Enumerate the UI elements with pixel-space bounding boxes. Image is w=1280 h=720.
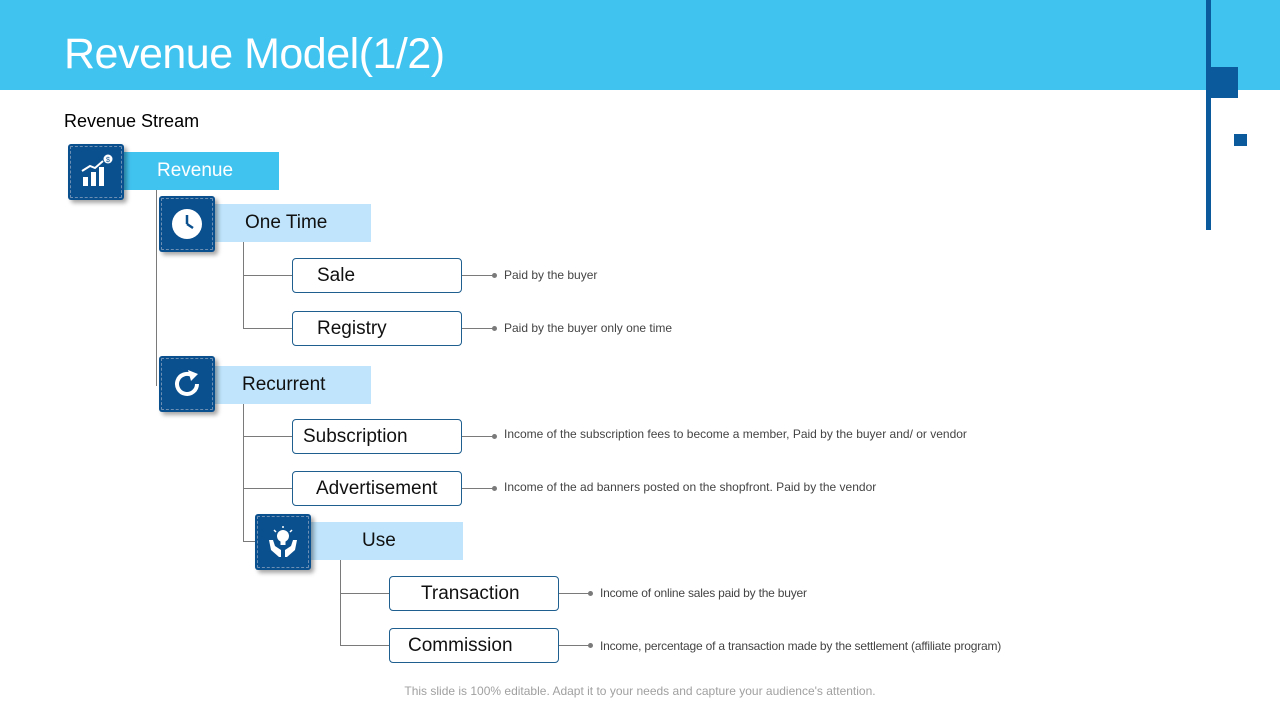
node-revenue [124, 152, 279, 190]
leaf-transaction: Transaction [389, 576, 559, 611]
desc-commission: Income, percentage of a transaction made by the settlement (affiliate program) [600, 639, 1002, 653]
decorative-square-small [1234, 134, 1247, 146]
desc-connector [559, 593, 591, 594]
desc-connector [462, 436, 494, 437]
desc-dot [492, 486, 497, 491]
desc-dot [492, 326, 497, 331]
tree-line [156, 190, 157, 386]
lightbulb-hands-icon [255, 514, 311, 570]
desc-connector [462, 488, 494, 489]
desc-subscription: Income of the subscription fees to become a member, Paid by the buyer and/ or vendor [504, 427, 967, 441]
node-use-label: Use [362, 530, 396, 551]
header-bar [0, 0, 1280, 90]
desc-sale: Paid by the buyer [504, 268, 598, 282]
tree-line [340, 593, 390, 594]
tree-line [243, 436, 293, 437]
tree-line [340, 560, 341, 645]
desc-dot [588, 643, 593, 648]
footer-note: This slide is 100% editable. Adapt it to your needs and capture your audience's attention. [404, 684, 876, 698]
tree-line [243, 404, 244, 541]
section-subtitle: Revenue Stream [64, 111, 200, 131]
tree-line [243, 242, 244, 329]
desc-dot [492, 273, 497, 278]
desc-connector [462, 328, 494, 329]
leaf-registry: Registry [292, 311, 462, 346]
svg-text:$: $ [106, 157, 110, 164]
tree-line [243, 328, 293, 329]
refresh-icon [159, 356, 215, 412]
leaf-advertisement: Advertisement [292, 471, 462, 506]
leaf-subscription: Subscription [292, 419, 462, 454]
node-one-time [214, 204, 371, 242]
desc-dot [588, 591, 593, 596]
desc-dot [492, 434, 497, 439]
node-recurrent [214, 366, 371, 404]
desc-connector [559, 645, 591, 646]
page-title: Revenue Model(1/2) [64, 30, 445, 78]
tree-line [340, 645, 390, 646]
node-revenue-label: Revenue [157, 160, 234, 181]
bar-chart-dollar-icon [68, 144, 124, 200]
desc-transaction: Income of online sales paid by the buyer [600, 586, 807, 600]
decorative-bar [1206, 0, 1211, 230]
node-use [310, 522, 463, 560]
desc-advertisement: Income of the ad banners posted on the shopfront. Paid by the vendor [504, 480, 877, 494]
decorative-square [1208, 67, 1238, 98]
desc-connector [462, 275, 494, 276]
clock-icon [159, 196, 215, 252]
node-recurrent-label: Recurrent [242, 374, 326, 395]
tree-line [243, 541, 255, 542]
leaf-commission: Commission [389, 628, 559, 663]
leaf-sale: Sale [292, 258, 462, 293]
desc-registry: Paid by the buyer only one time [504, 321, 673, 335]
tree-line [243, 275, 293, 276]
tree-line [243, 488, 293, 489]
node-one-time-label: One Time [245, 212, 328, 233]
